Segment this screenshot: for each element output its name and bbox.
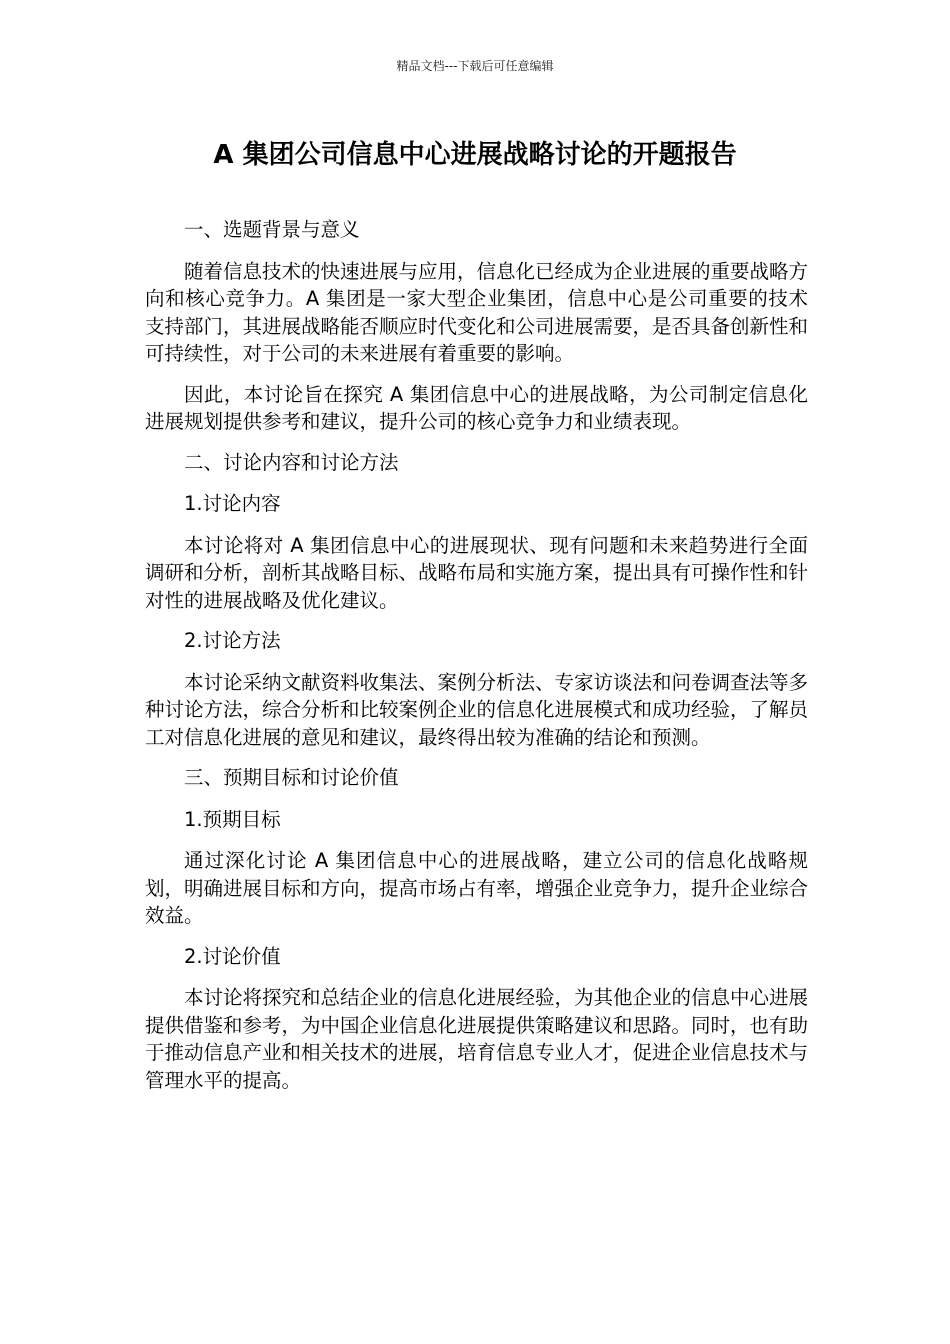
section-heading-content-method: 二、讨论内容和讨论方法 [184, 450, 399, 474]
section-heading-goals-value: 三、预期目标和讨论价值 [184, 766, 399, 789]
paragraph-research-value: 本讨论将探究和总结企业的信息化进展经验，为其他企业的信息中心进展提供借鉴和参考，为中国企业信息化进展提供策略建议和思路。同时，也有助于推动信息产业和相关技术的进展，培育信息专业人才，促进企业信息技术与管理水平的提高。 [145, 986, 809, 1092]
subheading-research-value: 2.讨论价值 [184, 944, 281, 968]
paragraph-purpose: 因此，本讨论旨在探究 A 集团信息中心的进展战略，为公司制定信息化进展规划提供参考和建议，提升公司的核心竞争力和业绩表现。 [145, 382, 808, 433]
paragraph-research-method: 本讨论采纳文献资料收集法、案例分析法、专家访谈法和问卷调查法等多种讨论方法，综合分析和比较案例企业的信息化进展模式和成功经验，了解员工对信息化进展的意见和建议，最终得出较为准确的结论和预测。 [145, 670, 809, 749]
subheading-expected-goals: 1.预期目标 [184, 807, 281, 831]
document-body [145, 216, 808, 1107]
section-heading-background: 一、选题背景与意义 [184, 218, 360, 241]
subheading-research-content: 1.讨论内容 [184, 492, 281, 515]
document-title: A 集团公司信息中心进展战略讨论的开题报告 [213, 140, 737, 170]
paragraph-research-content: 本讨论将对 A 集团信息中心的进展现状、现有问题和未来趋势进行全面调研和分析，剖析其战略目标、战略布局和实施方案，提出具有可操作性和针对性的进展战略及优化建议。 [145, 533, 809, 612]
page-header: 精品文档---下载后可任意编辑 [396, 59, 554, 73]
paragraph-expected-goals: 通过深化讨论 A 集团信息中心的进展战略，建立公司的信息化战略规划，明确进展目标和方向，提高市场占有率，增强企业竞争力，提升企业综合效益。 [145, 849, 809, 927]
paragraph-background: 随着信息技术的快速进展与应用，信息化已经成为企业进展的重要战略方向和核心竞争力。A 集团是一家大型企业集团，信息中心是公司重要的技术支持部门，其进展战略能否顺应时代变化和公司进展需要，是否具备创新性和可持续性，对于公司的未来进展有着重要的影响。 [145, 259, 809, 365]
subheading-research-method: 2.讨论方法 [184, 629, 281, 652]
